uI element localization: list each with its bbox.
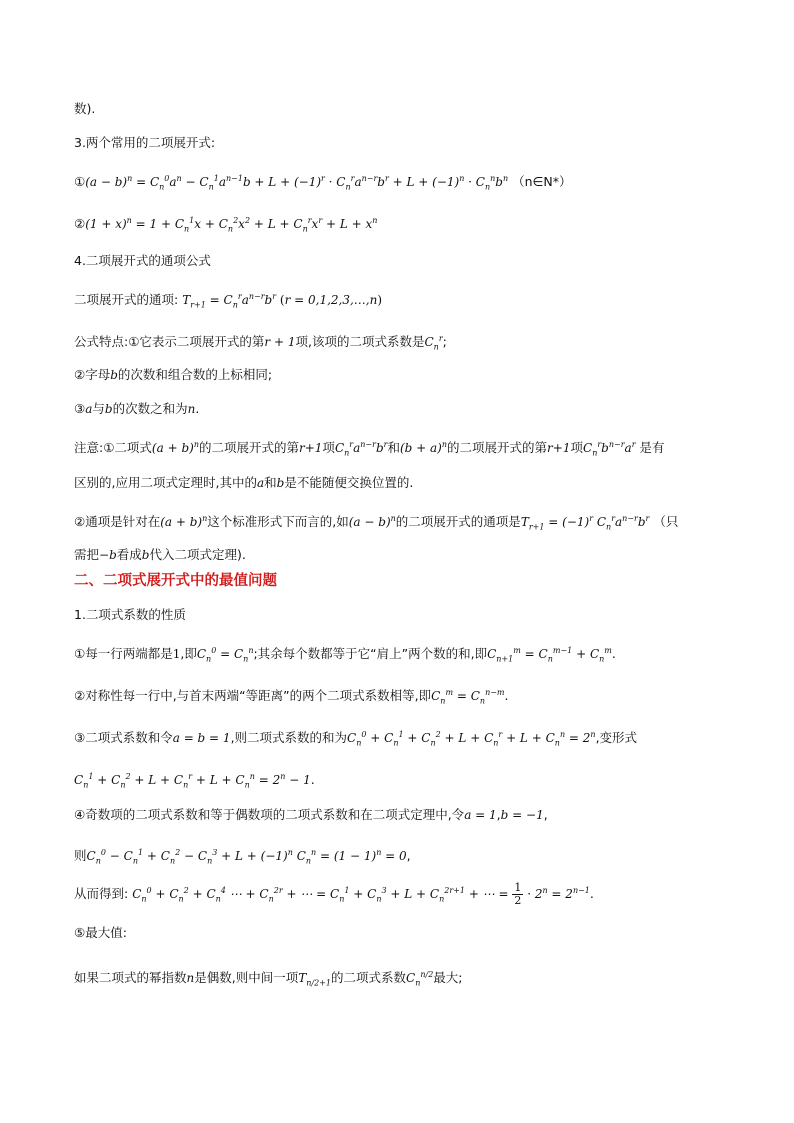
- section-heading: 3.两个常用的二项展开式:: [74, 135, 216, 150]
- text-line: ④奇数项的二项式系数和等于偶数项的二项式系数和在二项式定理中,令a = 1,b = −1,: [74, 807, 548, 822]
- formula-line: ①(a − $b)^n = C_n^0a^n - C_n^1a^{n-1}b + L + (-1)^r \cdot C_n^ra^{n-r}b^r + L + (-1)^n \cdot C_n^nb^n$ （n∈N*）: [74, 174, 572, 192]
- text-line: ②通项是针对在$(a + b)^n$这个标准形式下而言的,如$(a - b)^n$的二项展开式的通项是$T_{r+1} = (-1)^r$ $C_n^ra^{n-r}b^r$ （只: [74, 514, 679, 532]
- text-line: ②对称性每一行中,与首末两端“等距离”的两个二项式系数相等,即$C_n^m = C_n^{n-m}$.: [74, 688, 509, 706]
- text-line: ①每一行两端都是1,即$C_n^0 = C_n^n$;其余每个数都等于它“肩上”两个数的和,即$C_{n+1}^m = C_n^{m-1} + C_n^m$.: [74, 646, 616, 664]
- text-line: ③二项式系数和令a = b = 1,则二项式系数的和为$C_n^0 + C_n^1 + C_n^2 + L + C_n^r + L + C_n^n = 2^n$,变形式: [74, 730, 638, 748]
- text-line: 公式特点:①它表示二项展开式的第r + 1项,该项的二项式系数是$C_n^r$;: [74, 334, 447, 352]
- formula-line: 二项展开式的通项: $T_{r+1} = C_n^ra^{n-r}b^r$ (r = 0,1,2,3,…,n): [74, 292, 383, 310]
- fraction: $\frac{1}{2}$: [514, 881, 522, 907]
- text-line: 需把−b看成b代入二项式定理).: [74, 547, 246, 562]
- section-heading: 4.二项展开式的通项公式: [74, 253, 211, 268]
- text-line: 从而得到: $C_n^0 + C_n^2 + C_n^4$ ⋯ + $C_n^{2r}$ + ⋯ = $C_n^1 + C_n^3 + L + C_n^{2r+1}$ + ⋯ = $\frac{1}{2}$ · $2^n = 2^{n-1}$.: [74, 881, 594, 907]
- text-line: 如果二项式的幂指数n是偶数,则中间一项$T_{n/2+1}$的二项式系数$C_n^{n/2}$最大;: [74, 970, 463, 988]
- section-title: 二、二项式展开式中的最值问题: [74, 573, 277, 589]
- text-line: 区别的,应用二项式定理时,其中的a和b是不能随便交换位置的.: [74, 475, 414, 490]
- text-line: 则$C_n^0 - C_n^1 + C_n^2 - C_n^3 + L + (-1)^n$ $C_n^n = (1 - 1)^n = 0$,: [74, 848, 411, 866]
- text-line: ②字母b的次数和组合数的上标相同;: [74, 367, 273, 382]
- text-line: 注意:①二项式$(a + b)^n$的二项展开式的第r+1项$C_n^ra^{n-r}b^r$和$(b + a)^n$的二项展开式的第r+1项$C_n^rb^{n-r}a^r$ 是有: [74, 440, 665, 458]
- text-line: 数).: [74, 101, 96, 116]
- formula-line: ②(1 + $x)^n = 1 + C_n^1x + C_n^2x^2 + L + C_n^rx^r + L + x^n$: [74, 216, 378, 234]
- section-heading: 1.二项式系数的性质: [74, 607, 186, 622]
- formula-line: $C_n^1 + C_n^2 + L + C_n^r + L + C_n^n = 2^n - 1$.: [74, 772, 315, 790]
- text-line: ⑤最大值:: [74, 925, 127, 940]
- text-line: ③a与b的次数之和为n.: [74, 401, 200, 416]
